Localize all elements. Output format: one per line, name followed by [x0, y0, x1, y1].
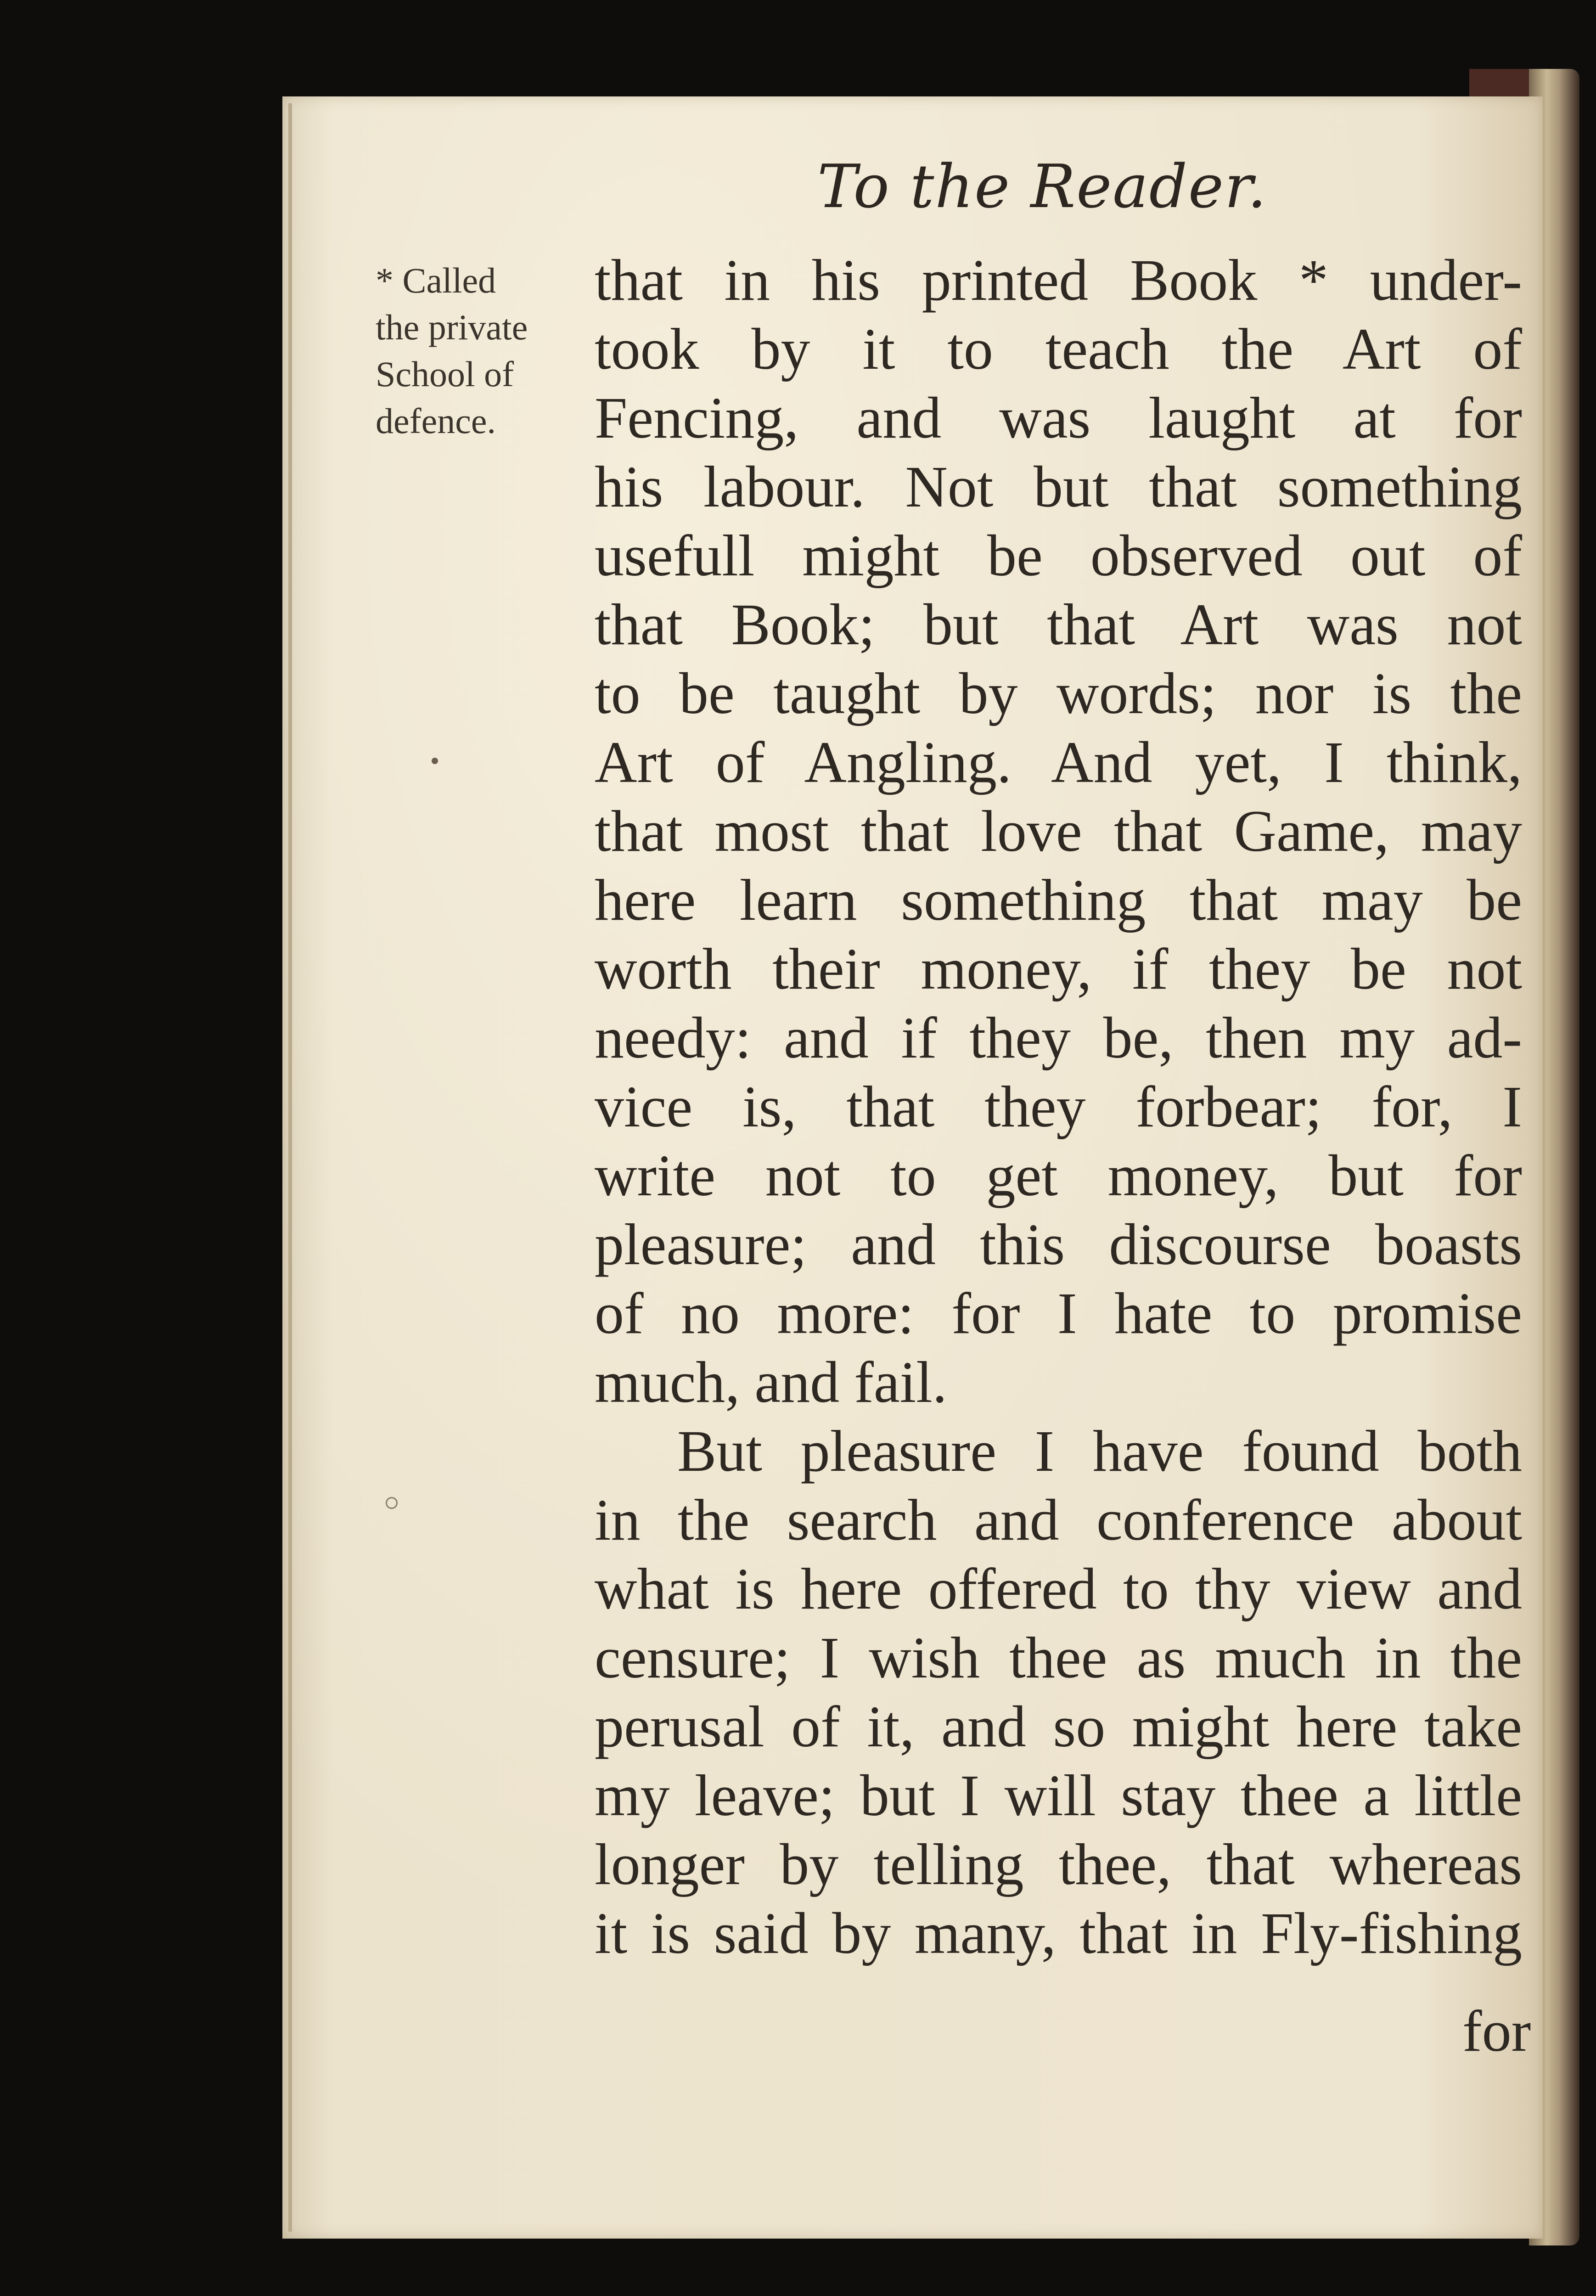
body-text: [595, 246, 1522, 1968]
body-line: usefull might be observed out of: [595, 523, 1522, 588]
page-gutter: [288, 103, 292, 2232]
marginal-note: [376, 257, 573, 445]
body-line: that in his printed Book * under-: [595, 248, 1522, 313]
catchword: for: [1462, 1998, 1531, 2064]
body-line: to be taught by words; nor is the: [595, 661, 1522, 726]
body-line: that most that love that Game, may: [595, 799, 1522, 864]
paragraph-start-line: But pleasure I have found both: [677, 1418, 1522, 1484]
body-line: my leave; but I will stay thee a little: [595, 1763, 1522, 1828]
body-line: vice is, that they forbear; for, I: [595, 1074, 1522, 1139]
body-line: it is said by many, that in Fly-fishing: [595, 1901, 1522, 1966]
body-line: here learn something that may be: [595, 867, 1522, 933]
body-line: needy: and if they be, then my ad-: [595, 1005, 1522, 1070]
body-line: longer by telling thee, that whereas: [595, 1832, 1522, 1897]
body-line: much, and fail.: [595, 1350, 947, 1415]
running-header: To the Reader.: [817, 152, 1268, 221]
paper-blemish: [386, 1497, 398, 1509]
body-line: of no more: for I hate to promise: [595, 1281, 1522, 1346]
body-line: Fencing, and was laught at for: [595, 385, 1522, 450]
body-line: write not to get money, but for: [595, 1143, 1522, 1208]
marginal-note-line: the private: [376, 307, 528, 347]
body-line: censure; I wish thee as much in the: [595, 1625, 1522, 1690]
body-line: pleasure; and this discourse boasts: [595, 1212, 1522, 1277]
marginal-note-line: defence.: [376, 401, 496, 441]
body-line: in the search and conference about: [595, 1487, 1522, 1553]
body-line: that Book; but that Art was not: [595, 592, 1522, 657]
body-line: his labour. Not but that something: [595, 454, 1522, 519]
body-line: Art of Angling. And yet, I think,: [595, 730, 1522, 795]
body-line: what is here offered to thy view and: [595, 1556, 1522, 1621]
body-line: took by it to teach the Art of: [595, 316, 1522, 382]
body-line: worth their money, if they be not: [595, 936, 1522, 1002]
marginal-note-line: School of: [376, 354, 514, 394]
body-line: perusal of it, and so might here take: [595, 1694, 1522, 1759]
ink-speck: [432, 758, 438, 764]
marginal-note-line: * Called: [376, 260, 496, 300]
